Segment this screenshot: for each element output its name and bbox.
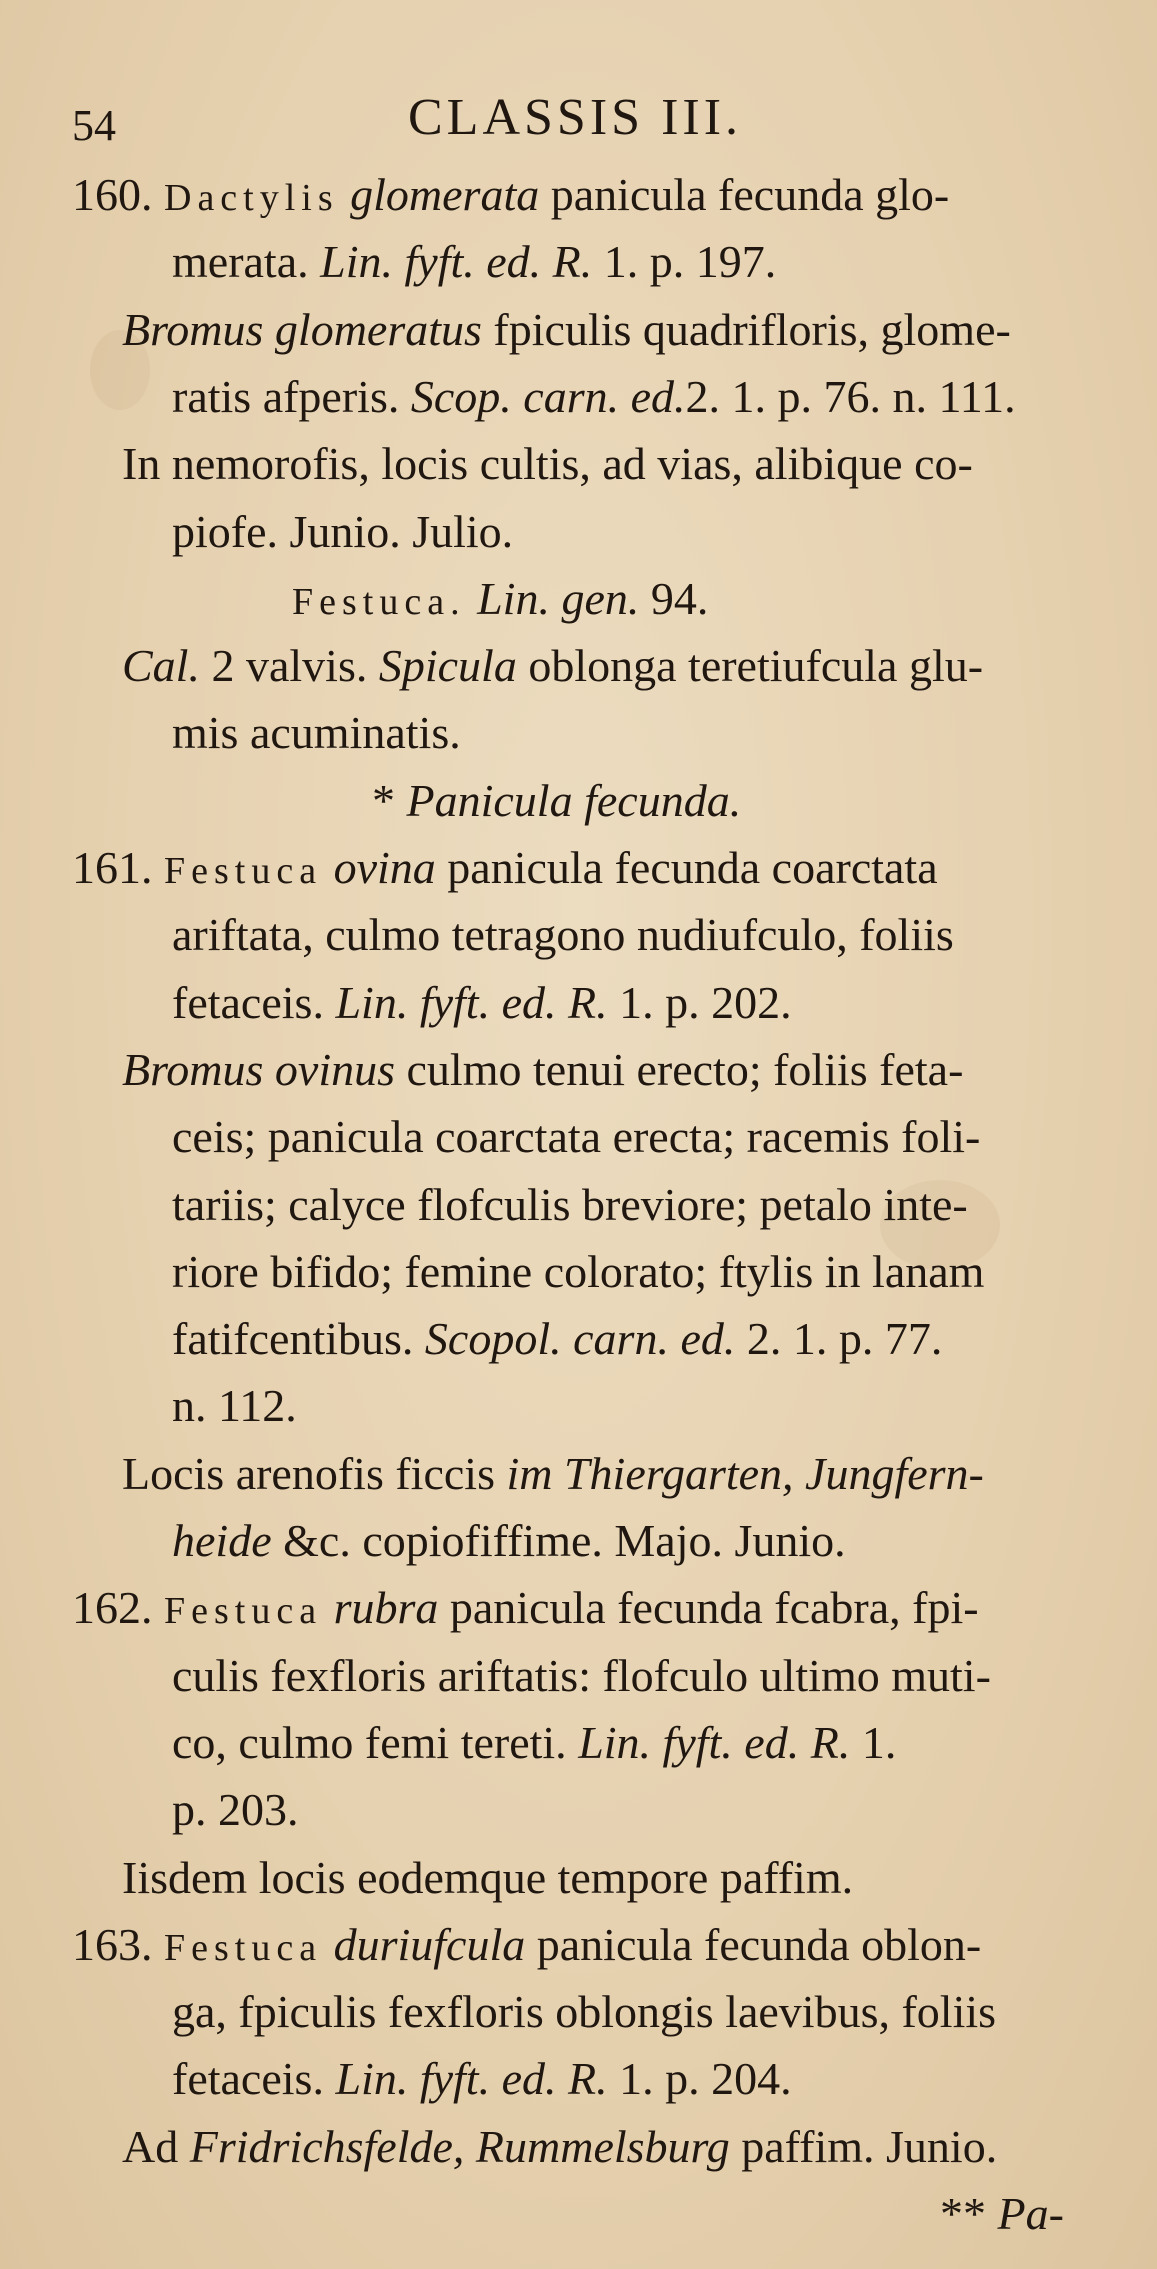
- text-line: [172, 974, 792, 1032]
- italic-segment: ovina: [322, 842, 436, 893]
- text-line: [122, 301, 1011, 359]
- text-segment: 1.: [850, 1717, 897, 1768]
- text-line: [172, 1781, 299, 1839]
- text-segment: ga, fpiculis fexfloris oblongis laevibus, foliis: [172, 1986, 997, 2037]
- text-segment: 161.: [72, 842, 164, 893]
- text-line: [292, 570, 708, 631]
- text-segment: *: [372, 775, 407, 826]
- italic-segment: Scopol. carn. ed.: [424, 1313, 736, 1364]
- text-line: [172, 2050, 792, 2108]
- text-segment: panicula fecunda glo-: [539, 169, 950, 220]
- text-segment: fatifcentibus.: [172, 1313, 425, 1364]
- text-line: [122, 1445, 984, 1503]
- text-segment: merata.: [172, 236, 321, 287]
- text-segment: 1. p. 204.: [607, 2053, 792, 2104]
- text-line: [940, 2185, 1064, 2243]
- text-segment: panicula fecunda coarctata: [435, 842, 938, 893]
- text-segment: fetaceis.: [172, 2053, 336, 2104]
- text-segment: co, culmo femi tereti.: [172, 1717, 579, 1768]
- text-segment: 160.: [72, 169, 164, 220]
- text-segment: ceis; panicula coarctata erecta; racemis foli-: [172, 1111, 981, 1162]
- italic-segment: Panicula fecunda.: [406, 775, 742, 826]
- italic-segment: im Thiergarten, Jungfern-: [506, 1448, 984, 1499]
- smallcaps-segment: Festuca: [164, 1927, 323, 1969]
- text-segment: 2. 1. p. 77.: [735, 1313, 943, 1364]
- italic-segment: Lin. fyft. ed. R.: [335, 2053, 608, 2104]
- italic-segment: heide: [172, 1515, 272, 1566]
- italic-segment: Cal.: [122, 640, 200, 691]
- italic-segment: Lin. fyft. ed. R.: [578, 1717, 851, 1768]
- text-segment: panicula fecunda fcabra, fpi-: [438, 1582, 979, 1633]
- text-line: [122, 435, 973, 493]
- italic-segment: Fridrichsfelde, Rummelsburg: [189, 2121, 730, 2172]
- text-line: [172, 906, 954, 964]
- italic-segment: rubra: [322, 1582, 439, 1633]
- text-segment: 94.: [639, 573, 709, 624]
- page-number: 54: [72, 101, 116, 150]
- text-segment: piofe. Junio. Julio.: [172, 506, 514, 557]
- italic-segment: Lin. gen.: [465, 573, 640, 624]
- smallcaps-segment: Festuca.: [292, 581, 466, 623]
- text-line: [172, 1647, 991, 1705]
- text-segment: 2 valvis.: [199, 640, 379, 691]
- text-segment: 2. 1. p. 76. n. 111.: [685, 371, 1016, 422]
- text-segment: fetaceis.: [172, 977, 336, 1028]
- italic-segment: Bromus ovinus: [122, 1044, 396, 1095]
- text-line: [122, 2118, 997, 2176]
- text-line: [172, 233, 776, 291]
- text-segment: &c. copiofiffime. Majo. Junio.: [271, 1515, 846, 1566]
- text-line: [172, 1310, 942, 1368]
- smallcaps-segment: Festuca: [164, 1590, 323, 1632]
- italic-segment: Pa-: [997, 2188, 1064, 2239]
- text-segment: n. 112.: [172, 1380, 297, 1431]
- italic-segment: glomerata: [338, 169, 540, 220]
- text-segment: ratis afperis.: [172, 371, 411, 422]
- text-line: [72, 839, 938, 900]
- text-line: [72, 1916, 981, 1977]
- text-line: [72, 166, 949, 227]
- text-line: [172, 1983, 996, 2041]
- running-header: CLASSIS III.: [408, 89, 743, 146]
- smallcaps-segment: Festuca: [164, 850, 323, 892]
- text-segment: culmo tenui erecto; foliis feta-: [395, 1044, 964, 1095]
- text-line: [172, 1176, 968, 1234]
- text-line: [172, 503, 513, 561]
- text-line: [122, 1041, 963, 1099]
- text-segment: p. 203.: [172, 1784, 299, 1835]
- text-segment: 1. p. 202.: [607, 977, 792, 1028]
- text-segment: tariis; calyce flofculis breviore; petalo inte-: [172, 1179, 968, 1230]
- text-line: [122, 1849, 853, 1907]
- text-segment: 163.: [72, 1919, 164, 1970]
- text-segment: In nemorofis, locis cultis, ad vias, alibique co-: [122, 438, 973, 489]
- italic-segment: Scop. carn. ed.: [410, 371, 686, 422]
- italic-segment: Lin. fyft. ed. R.: [335, 977, 608, 1028]
- text-segment: mis acuminatis.: [172, 707, 461, 758]
- text-segment: 162.: [72, 1582, 164, 1633]
- italic-segment: Bromus glomeratus: [122, 304, 482, 355]
- text-segment: ariftata, culmo tetragono nudiufculo, foliis: [172, 909, 954, 960]
- text-segment: panicula fecunda oblon-: [525, 1919, 982, 1970]
- text-segment: paffim. Junio.: [729, 2121, 998, 2172]
- text-line: [172, 1512, 846, 1570]
- text-segment: riore bifido; femine colorato; ftylis in lanam: [172, 1246, 985, 1297]
- text-line: [172, 1377, 297, 1435]
- italic-segment: Lin. fyft. ed. R.: [320, 236, 593, 287]
- italic-segment: Spicula: [378, 640, 517, 691]
- text-line: [72, 1579, 979, 1640]
- text-segment: 1. p. 197.: [592, 236, 777, 287]
- text-segment: culis fexfloris ariftatis: flofculo ultimo muti-: [172, 1650, 991, 1701]
- text-segment: oblonga teretiufcula glu-: [516, 640, 984, 691]
- text-line: [172, 1714, 896, 1772]
- text-segment: fpiculis quadrifloris, glome-: [481, 304, 1011, 355]
- smallcaps-segment: Dactylis: [164, 177, 339, 219]
- text-line: [172, 1108, 980, 1166]
- text-segment: **: [940, 2188, 998, 2239]
- text-line: [172, 704, 461, 762]
- text-line: [172, 1243, 984, 1301]
- text-segment: Ad: [122, 2121, 190, 2172]
- text-line: [372, 772, 741, 830]
- text-line: [172, 368, 1016, 426]
- text-segment: Locis arenofis ficcis: [122, 1448, 507, 1499]
- text-line: [122, 637, 983, 695]
- text-segment: Iisdem locis eodemque tempore paffim.: [122, 1852, 854, 1903]
- italic-segment: duriufcula: [322, 1919, 526, 1970]
